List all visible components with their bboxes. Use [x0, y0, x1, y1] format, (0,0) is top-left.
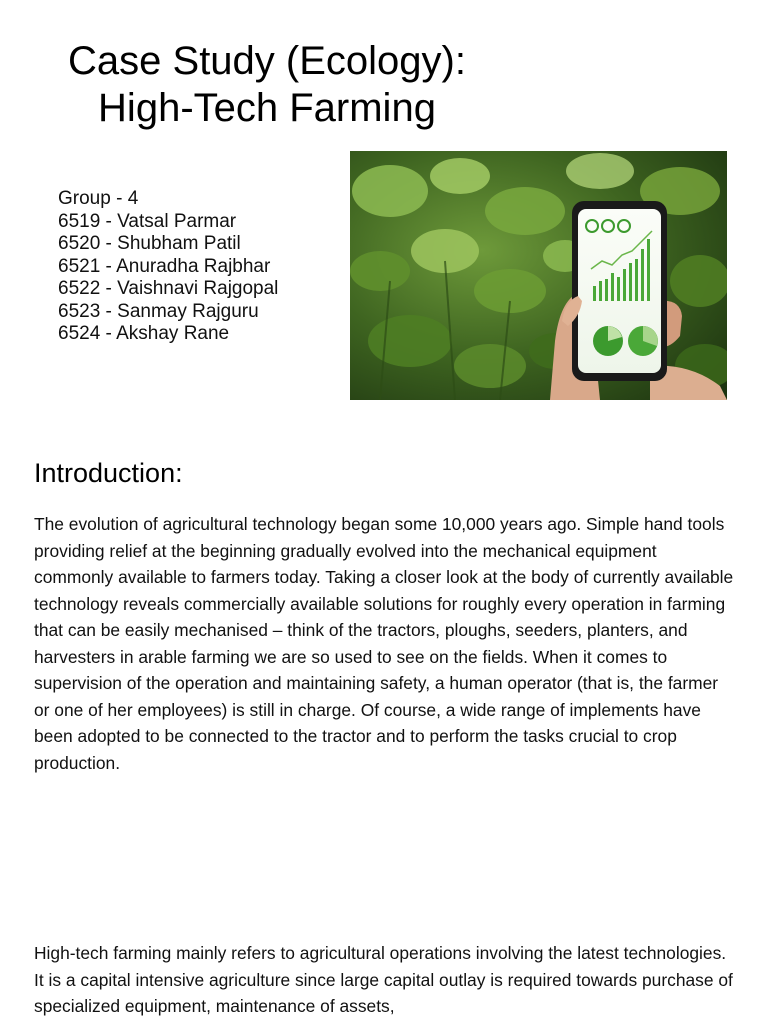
- group-member: 6520 - Shubham Patil: [58, 233, 241, 254]
- group-member: 6522 - Vaishnavi Rajgopal: [58, 278, 279, 299]
- page-title: [0, 38, 534, 132]
- group-member-list: [58, 188, 278, 346]
- high-tech-paragraph: High-tech farming mainly refers to agricultural operations involving the latest technologies. It is a capital intensive agriculture since large capital outlay is required towards purchase of specialized equipment, maintenance of assets,: [34, 943, 733, 1016]
- title-line-2: High-Tech Farming: [98, 86, 436, 130]
- smartphone-farming-photo: [350, 151, 727, 400]
- group-member: 6523 - Sanmay Rajguru: [58, 300, 259, 322]
- title-line-1: Case Study (Ecology):: [68, 39, 466, 83]
- group-label: Group - 4: [58, 188, 139, 209]
- introduction-heading: Introduction:: [34, 458, 183, 488]
- introduction-paragraph: The evolution of agricultural technology began some 10,000 years ago. Simple hand tools providing relief at the beginning gradually evolved into the mechanical equipment commonly available to farmers today. Taking a closer look at the body of currently available technology reveals commercially available solutions for roughly every operation in farming that can be easily mechanised – think of the tractors, ploughs, seeders, planters, and harvesters in arable farming we are so used to see on the fields. When it comes to supervision of the operation and maintaining safety, a human operator (that is, the farmer or one of her employees) is still in charge. Of course, a wide range of implements have been adopted to be connected to the tractor and to perform the tasks crucial to crop production.: [34, 514, 734, 773]
- group-member: 6524 - Akshay Rane: [58, 323, 230, 344]
- group-member: 6519 - Vatsal Parmar: [58, 210, 237, 232]
- smartphone-icon: [572, 201, 667, 381]
- group-member: 6521 - Anuradha Rajbhar: [58, 255, 271, 277]
- smartphone-farming-illustration: [350, 151, 727, 400]
